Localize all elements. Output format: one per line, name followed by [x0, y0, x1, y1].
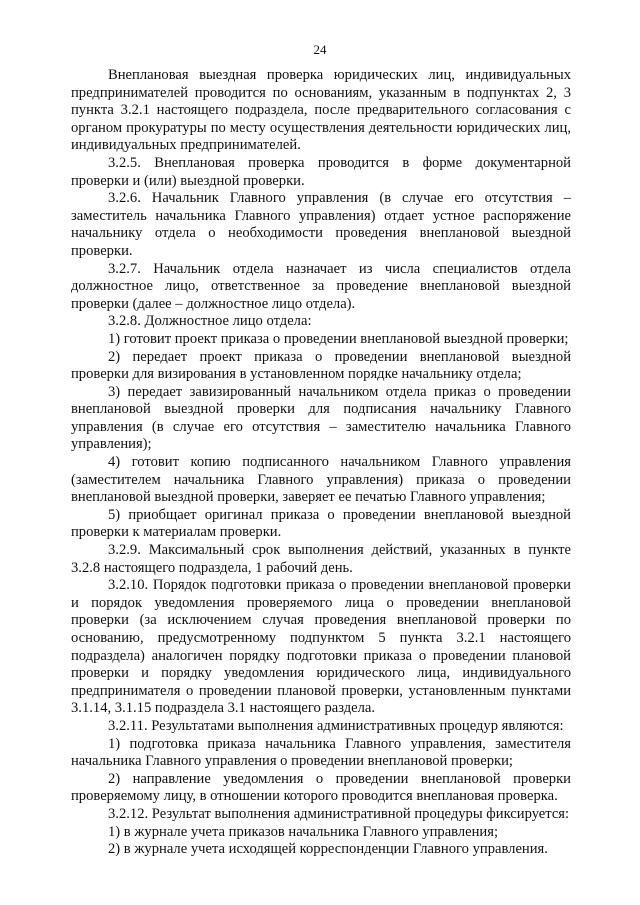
- paragraph-3-2-12: 3.2.12. Результат выполнения административной процедуры фиксируется:: [108, 805, 570, 822]
- paragraph-3-2-9: 3.2.9. Максимальный срок выполнения действий, указанных в пункте 3.2.8 настоящего подраздела, 1 рабочий день.: [71, 542, 571, 576]
- paragraph-3-2-11: 3.2.11. Результатами выполнения административных процедур являются:: [108, 717, 564, 734]
- list-item: 5) приобщает оригинал приказа о проведении внеплановой выездной проверки к материалам проверки.: [71, 506, 571, 541]
- list-item: 1) готовит проект приказа о проведении внеплановой выездной проверки;: [108, 330, 569, 347]
- paragraph-3-2-5: 3.2.5. Внеплановая проверка проводится в форме документарной проверки и (или) выездной проверки.: [71, 154, 571, 189]
- list-item: 2) направление уведомления о проведении внеплановой проверки проверяемому лицу, в отношении которого проводится внеплановая проверка.: [71, 770, 571, 805]
- list-item: 3) передает завизированный начальником отдела приказ о проведении внеплановой выездной проверки для подписания начальнику Главного управления (в случае его отсутствия – заместителю начальника Главного управления);: [71, 383, 571, 453]
- paragraph-3-2-7: 3.2.7. Начальник отдела назначает из числа специалистов отдела должностное лицо, ответственное за проведение внеплановой выездной проверки (далее – должностное лицо отдела).: [71, 260, 571, 312]
- list-item: 2) передает проект приказа о проведении внеплановой выездной проверки для визирования в установленном порядке начальнику отдела;: [71, 348, 571, 383]
- list-item: 1) подготовка приказа начальника Главного управления, заместителя начальника Главного управления о проведении внеплановой проверки;: [71, 735, 571, 770]
- page-number: 24: [313, 42, 327, 57]
- list-item: 1) в журнале учета приказов начальника Главного управления;: [108, 823, 499, 840]
- list-item: 4) готовит копию подписанного начальником Главного управления (заместителем начальника Главного управления) приказа о проведении внеплановой выездной проверки, заверяет ее печатью Главного управления;: [71, 454, 571, 506]
- document-body: [71, 67, 571, 859]
- paragraph-3-2-8: 3.2.8. Должностное лицо отдела:: [108, 313, 312, 330]
- paragraph-intro: Внеплановая выездная проверка юридических лиц, индивидуальных предпринимателей проводится по основаниям, указанным в подпунктах 2, 3 пункта 3.2.1 настоящего подраздела, после предварительного согласования с органом прокуратуры по месту осуществления деятельности юридических лиц, индивидуальных предпринимателей.: [71, 67, 571, 154]
- paragraph-3-2-6: 3.2.6. Начальник Главного управления (в случае его отсутствия – заместитель начальника Главного управления) отдает устное распоряжение начальнику отдела о необходимости проведения внеплановой выездной проверки.: [71, 190, 571, 259]
- list-item: 2) в журнале учета исходящей корреспонденции Главного управления.: [108, 841, 548, 858]
- paragraph-3-2-10: 3.2.10. Порядок подготовки приказа о проведении внеплановой проверки и порядок уведомления проверяемого лица о проведении внеплановой проверки (за исключением случая проведения внеплановой проверки по основанию, предусмотренному подпунктом 5 пункта 3.2.1 настоящего подраздела) аналогичен порядку подготовки приказа о проведении плановой проверки и порядку уведомления юридического лица, индивидуального предпринимателя о проведении плановой проверки, установленным пунктами 3.1.14, 3.1.15 подраздела 3.1 настоящего раздела.: [71, 577, 571, 717]
